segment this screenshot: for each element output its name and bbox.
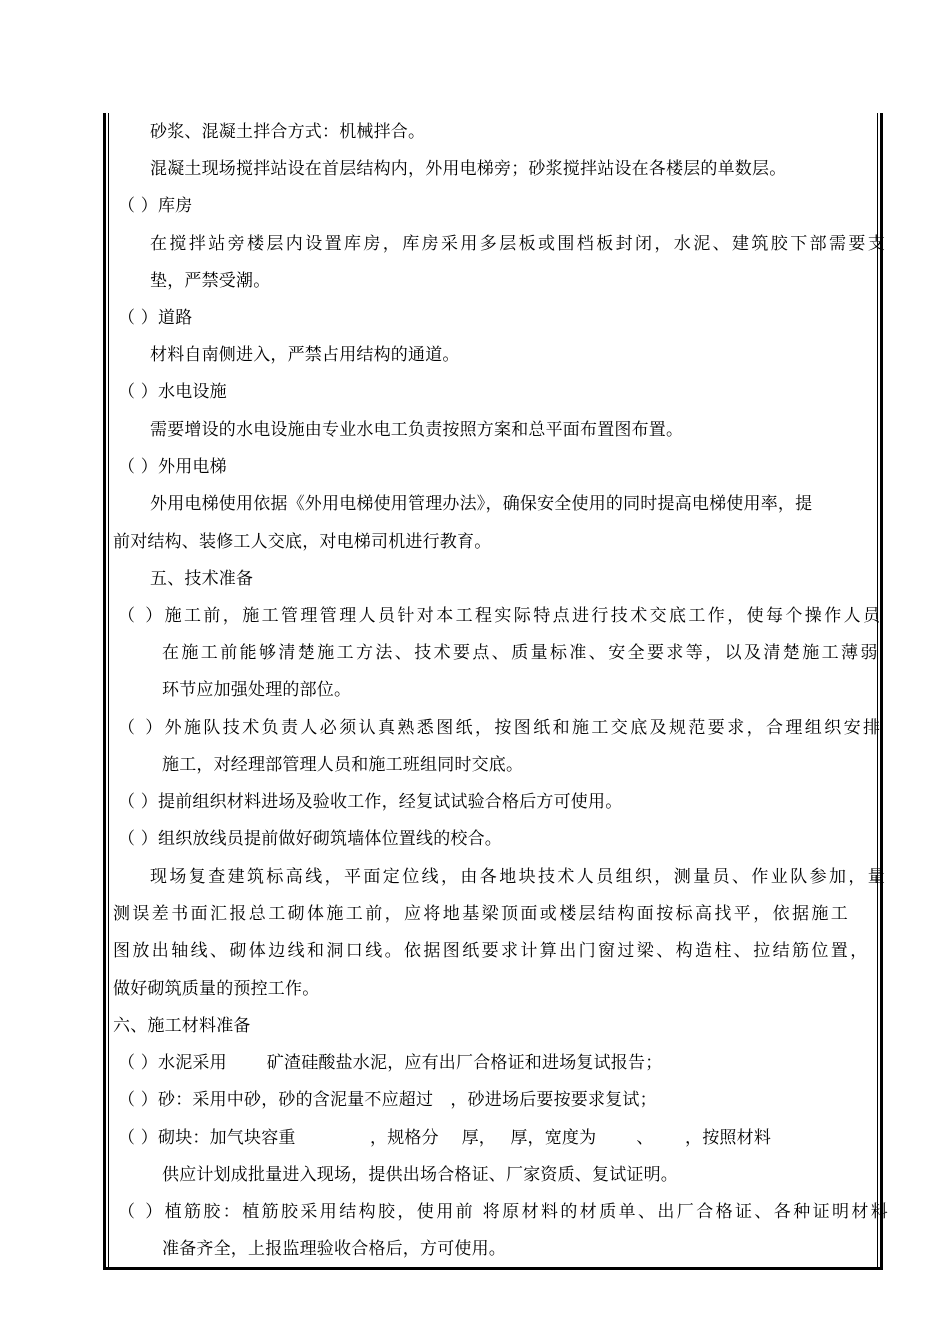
text-line-tech-6: （ ）提前组织材料进场及验收工作，经复试试验合格后方可使用。: [118, 792, 623, 812]
text-line-warehouse-2: 垫，严禁受潮。: [150, 271, 271, 291]
text-line-block-2: 供应计划成批量进入现场，提供出场合格证、厂家资质、复试证明。: [162, 1165, 678, 1185]
heading-utilities: （ ）水电设施: [118, 382, 227, 402]
heading-warehouse: （ ）库房: [118, 196, 193, 216]
heading-elevator: （ ）外用电梯: [118, 457, 227, 477]
text-line-utilities: 需要增设的水电设施由专业水电工负责按照方案和总平面布置图布置。: [150, 420, 684, 440]
text-line-tech-5: 施工，对经理部管理人员和施工班组同时交底。: [162, 755, 524, 775]
text-line-elevator-2: 前对结构、装修工人交底，对电梯司机进行教育。: [113, 532, 492, 552]
heading-technical-preparation: 五、技术准备: [150, 569, 254, 589]
text-line-road: 材料自南侧进入，严禁占用结构的通道。: [150, 345, 460, 365]
text-line-sand: （ ）砂：采用中砂，砂的含泥量不应超过 ，砂进场后要按要求复试；: [118, 1090, 657, 1110]
heading-road: （ ）道路: [118, 308, 193, 328]
text-line-glue-1: （ ）植筋胶：植筋胶采用结构胶，使用前 将原材料的材质单、出厂合格证、各种证明材料: [118, 1202, 891, 1222]
text-line-elevator-1: 外用电梯使用依据《外用电梯使用管理办法》，确保安全使用的同时提高电梯使用率，提: [150, 494, 813, 514]
text-line-tech-11: 做好砌筑质量的预控工作。: [113, 979, 320, 999]
text-line-tech-2: 在施工前能够清楚施工方法、技术要点、质量标准、安全要求等，以及清楚施工薄弱: [162, 643, 880, 663]
text-line-tech-8: 现场复查建筑标高线，平面定位线，由各地块技术人员组织，测量员、作业队参加，量: [150, 867, 888, 887]
text-line-tech-3: 环节应加强处理的部位。: [162, 680, 352, 700]
heading-materials-preparation: 六、施工材料准备: [113, 1016, 251, 1036]
text-line-tech-10: 图放出轴线、砌体边线和洞口线。依据图纸要求计算出门窗过梁、构造柱、拉结筋位置，: [113, 941, 870, 961]
text-line-tech-1: （ ）施工前，施工管理管理人员针对本工程实际特点进行技术交底工作，使每个操作人员: [118, 606, 883, 626]
text-line-mixing-station: 混凝土现场搅拌站设在首层结构内，外用电梯旁；砂浆搅拌站设在各楼层的单数层。: [150, 159, 787, 179]
text-line-glue-2: 准备齐全，上报监理验收合格后，方可使用。: [162, 1239, 506, 1259]
text-line-tech-7: （ ）组织放线员提前做好砌筑墙体位置线的校合。: [118, 829, 503, 849]
text-line-tech-4: （ ）外施队技术负责人必须认真熟悉图纸，按图纸和施工交底及规范要求，合理组织安排: [118, 718, 883, 738]
text-line-warehouse-1: 在搅拌站旁楼层内设置库房，库房采用多层板或围档板封闭，水泥、建筑胶下部需要支: [150, 234, 888, 254]
text-line-tech-9: 测误差书面汇报总工砌体施工前，应将地基梁顶面或楼层结构面按标高找平，依据施工: [113, 904, 851, 924]
text-line-block-1: （ ）砌块：加气块容重 ，规格分 厚， 厚，宽度为 、 ，按照材料: [118, 1128, 772, 1148]
text-line-mixing-method: 砂浆、混凝土拌合方式：机械拌合。: [150, 122, 426, 142]
text-line-cement: （ ）水泥采用 矿渣硅酸盐水泥，应有出厂合格证和进场复试报告；: [118, 1053, 663, 1073]
